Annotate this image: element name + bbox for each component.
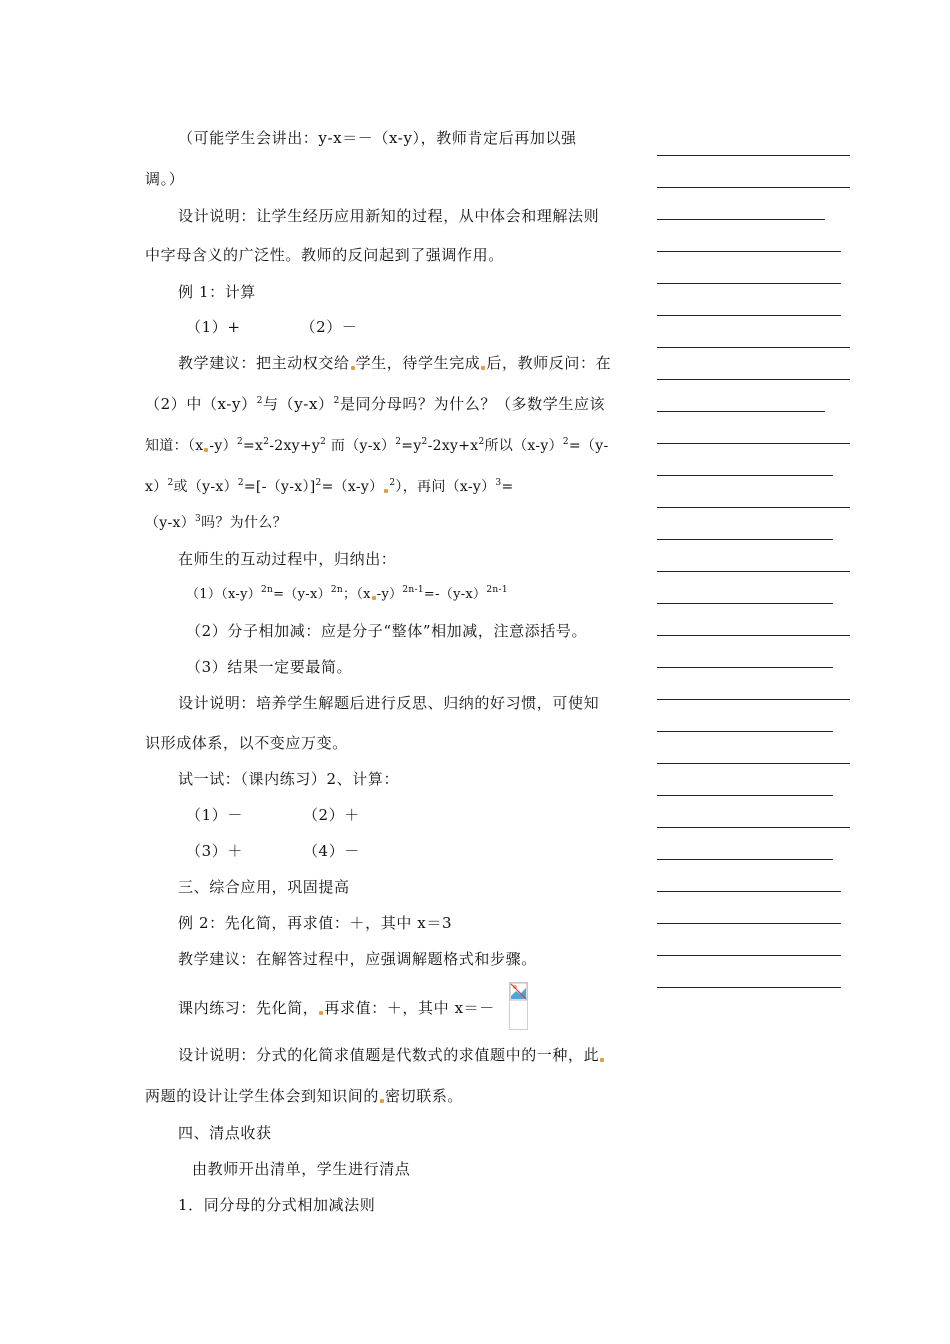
text-line: 由教师开出清单，学生进行清点 (192, 1160, 411, 1178)
section-heading: 三、综合应用，巩固提高 (178, 878, 350, 896)
text-line: 设计说明：培养学生解题后进行反思、归纳的好习惯，可使知 (178, 694, 600, 712)
note-line (657, 795, 833, 796)
note-line (657, 699, 850, 700)
text-line: 设计说明：让学生经历应用新知的过程，从中体会和理解法则 (178, 207, 600, 225)
note-line (657, 379, 850, 380)
text-line: 中字母含义的广泛性。教师的反问起到了强调作用。 (145, 246, 504, 264)
text-span: -y） (376, 587, 403, 602)
text-span: 知道：（x (145, 438, 204, 454)
text-line: 试一试：（课内练习）2、计算： (178, 770, 400, 788)
superscript: 2 (421, 437, 428, 447)
text-span: 是同分母吗？为什么？（多数学生应该 (339, 395, 606, 413)
text-span: 再求值：＋，其中 x＝－ (324, 999, 495, 1017)
text-span: 设计说明：分式的化简求值题是代数式的求值题中的一种，此 (178, 1046, 600, 1064)
superscript: 2 (263, 437, 270, 447)
section-heading: 四、清点收获 (178, 1124, 272, 1142)
math-item: （2）＋ (302, 806, 360, 824)
text-span: 所以（x-y） (484, 438, 563, 454)
note-line (657, 507, 850, 508)
math-item: （1）+ (186, 318, 241, 336)
superscript: 2n-1 (402, 585, 424, 595)
math-item: （3）＋ (186, 842, 243, 860)
note-line (657, 411, 825, 412)
text-line: 例 1：计算 (178, 283, 256, 301)
note-line (657, 187, 850, 188)
text-line: 调。） (145, 170, 185, 188)
text-span: -2xy+y (269, 438, 321, 454)
note-line (657, 891, 841, 892)
math-item: （1）－ (186, 806, 243, 824)
text-span: 课内练习：先化简， (178, 999, 319, 1017)
text-span: =-（y-x） (423, 587, 487, 602)
math-item: （2）－ (300, 318, 358, 336)
superscript: 2n (330, 585, 344, 595)
text-line: 教学建议：在解答过程中，应强调解题格式和步骤。 (178, 950, 537, 968)
superscript: 2n (261, 585, 274, 595)
note-line (657, 827, 850, 828)
note-line (657, 763, 850, 764)
text-span: =x (242, 438, 264, 454)
text-span: 与（y-x） (263, 395, 334, 413)
math-item: （4）－ (302, 842, 360, 860)
note-line (657, 347, 850, 348)
text-span: =（x-y） (321, 479, 384, 495)
text-span: =y (401, 438, 422, 454)
text-line: 1．同分母的分式相加减法则 (178, 1196, 376, 1214)
text-line: 识形成体系，以不变应万变。 (145, 734, 348, 752)
note-line (657, 603, 833, 604)
text-span: 学生，待学生完成 (355, 354, 481, 372)
note-line (657, 155, 850, 156)
text-span: 后，教师反问：在 (486, 354, 612, 372)
superscript: 3 (195, 514, 202, 524)
text-span: =[-（y-x）] (243, 479, 316, 495)
text-span: （1）（x-y） (186, 587, 262, 602)
superscript: 2 (256, 396, 264, 406)
note-line (657, 571, 850, 572)
note-line (657, 731, 833, 732)
superscript: 2 (315, 478, 322, 488)
note-line (657, 859, 833, 860)
text-span: 教学建议：把主动权交给 (178, 354, 350, 372)
text-span: 而（y-x） (326, 438, 396, 454)
text-line: （3）结果一定要最简。 (186, 658, 353, 676)
text-span: （2）中（x-y） (145, 395, 257, 413)
text-line: （可能学生会讲出：y-x＝－（x-y），教师肯定后再加以强 (178, 129, 577, 147)
note-line (657, 539, 833, 540)
text-span: = (501, 479, 514, 495)
note-line (657, 955, 841, 956)
note-line (657, 635, 850, 636)
superscript: 2 (389, 478, 396, 488)
text-span: =（y- (568, 438, 609, 454)
superscript: 2 (395, 437, 402, 447)
superscript: 2 (333, 396, 340, 406)
text-span: 或（y-x） (173, 479, 238, 495)
text-span: ；（x (343, 587, 371, 602)
text-span: -2xy+x (427, 438, 479, 454)
note-line (657, 251, 841, 252)
text-span: 吗？为什么？ (201, 515, 287, 531)
text-span: x） (145, 479, 168, 495)
superscript: 2 (236, 437, 243, 447)
superscript: 3 (495, 478, 502, 488)
text-span: -y） (209, 438, 237, 454)
superscript: 2 (478, 437, 485, 447)
superscript: 2 (167, 478, 174, 488)
superscript: 2 (562, 437, 569, 447)
text-span: 密切联系。 (385, 1087, 464, 1105)
text-span: =（y-x） (273, 587, 331, 602)
superscript: 2n-1 (486, 585, 508, 595)
text-span: （y-x） (145, 515, 196, 531)
text-line: 例 2：先化简，再求值：＋，其中 x＝3 (178, 914, 453, 932)
note-line (657, 315, 841, 316)
text-span: ），再问（x-y） (395, 479, 496, 495)
superscript: 2 (237, 478, 244, 488)
text-span: 两题的设计让学生体会到知识间的 (145, 1087, 380, 1105)
text-line: 在师生的互动过程中，归纳出： (178, 550, 397, 568)
note-line (657, 443, 850, 444)
note-line (657, 987, 841, 988)
superscript: 2 (320, 437, 327, 447)
note-line (657, 923, 841, 924)
note-line (657, 667, 833, 668)
note-line (657, 283, 841, 284)
note-line (657, 475, 833, 476)
note-line (657, 219, 825, 220)
text-line: （2）分子相加减：应是分子“整体”相加减，注意添括号。 (186, 622, 588, 640)
